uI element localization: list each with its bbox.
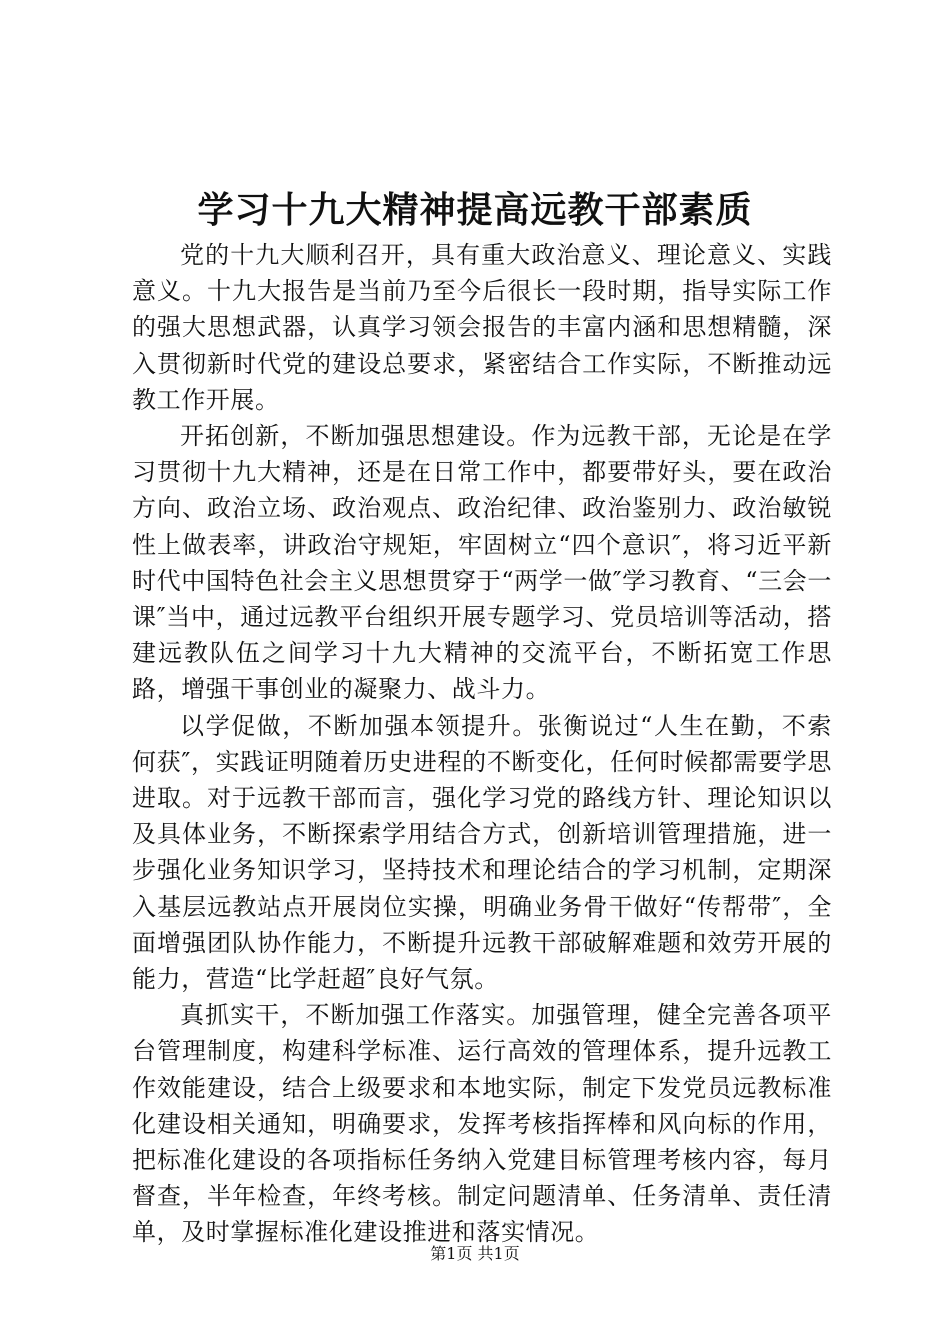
paragraph-skill-improvement: 以学促做，不断加强本领提升。张衡说过“人生在勤，不索何获″，实践证明随着历史进程的不断变化，任何时候都需要学思进取。对于远教干部而言，强化学习党的路线方针、理论知识以及具体业务，不断探索学用结合方式，创新培训管理措施，进一步强化业务知识学习，坚持技术和理论结合的学习机制，定期深入基层远教站点开展岗位实操，明确业务骨干做好“传帮带″，全面增强团队协作能力，不断提升远教干部破解难题和效劳开展的能力，营造“比学赶超″良好气氛。 bbox=[132, 711, 832, 994]
document-body bbox=[132, 237, 832, 1251]
paragraph-thought-building: 开拓创新，不断加强思想建设。作为远教干部，无论是在学习贯彻十九大精神，还是在日常工作中，都要带好头，要在政治方向、政治立场、政治观点、政治纪律、政治鉴别力、政治敏锐性上做表率，讲政治守规矩，牢固树立“四个意识″，将习近平新时代中国特色社会主义思想贯穿于“两学一做″学习教育、“三会一课″当中，通过远教平台组织开展专题学习、党员培训等活动，搭建远教队伍之间学习十九大精神的交流平台，不断拓宽工作思路，增强干事创业的凝聚力、战斗力。 bbox=[132, 422, 832, 704]
paragraph-work-implementation: 真抓实干，不断加强工作落实。加强管理，健全完善各项平台管理制度，构建科学标准、运行高效的管理体系，提升远教工作效能建设，结合上级要求和本地实际，制定下发党员远教标准化建设相关通知，明确要求，发挥考核指挥棒和风向标的作用，把标准化建设的各项指标任务纳入党建目标管理考核内容，每月督查，半年检查，年终考核。制定问题清单、任务清单、责任清单，及时掌握标准化建设推进和落实情况。 bbox=[132, 1001, 832, 1247]
document-title: 学习十九大精神提高远教干部素质 bbox=[197, 189, 753, 231]
page-footer: 第1页 共1页 bbox=[430, 1244, 520, 1263]
paragraph-intro: 党的十九大顺利召开，具有重大政治意义、理论意义、实践意义。十九大报告是当前乃至今后很长一段时期，指导实际工作的强大思想武器，认真学习领会报告的丰富内涵和思想精髓，深入贯彻新时代党的建设总要求，紧密结合工作实际，不断推动远教工作开展。 bbox=[132, 241, 832, 414]
